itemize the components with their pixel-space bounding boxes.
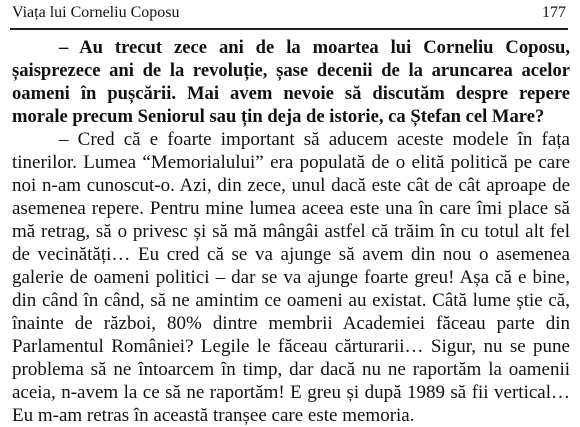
answer-line: Eu m-am retras în această tranșee care este memoria.: [12, 405, 415, 426]
interview-question: [12, 36, 570, 128]
answer-line: înainte de război, 80% dintre membrii Academiei făceau parte din: [12, 313, 570, 334]
question-line: șaisprezece ani de la revoluție, șase decenii de la aruncarea acelor: [12, 60, 570, 81]
answer-line: Parlamentul României? Legile le făceau cărturarii… Sigur, nu se pune: [12, 336, 570, 357]
answer-line: – Cred că e foarte important să aducem aceste modele în fața: [59, 129, 570, 150]
answer-line: aceia, n-avem la ce să ne raportăm! E greu și după 1989 să fii vertical…: [12, 382, 570, 403]
answer-line: tinerilor. Lumea “Memorialului” era populată de o elită politică pe care: [12, 152, 570, 173]
question-line: oameni în pușcării. Mai avem nevoie să discutăm despre repere: [12, 83, 570, 104]
answer-line: asemenea repere. Pentru mine lumea aceea este una în care îmi place să: [12, 198, 570, 219]
answer-line: noi n-am cunoscut-o. Azi, din zece, unul dacă este cât de cât aproape de: [12, 175, 570, 196]
running-header-title: Viața lui Corneliu Coposu: [12, 4, 180, 21]
header-rule: [10, 28, 568, 30]
interview-answer: [12, 128, 570, 427]
page-body: [12, 36, 570, 427]
answer-line: galerie de oameni politici – dar se va ajunge foarte greu! Așa că e bine,: [12, 267, 570, 288]
running-header: [12, 4, 566, 24]
answer-line: de vecinătăți… Eu cred că se va ajunge să avem din nou o asemenea: [12, 244, 570, 265]
answer-line: din când în când, să ne amintim ce oameni au existat. Câtă lume știe că,: [12, 290, 570, 311]
question-line: – Au trecut zece ani de la moartea lui Corneliu Coposu,: [59, 37, 570, 58]
question-line: morale precum Seniorul sau țin deja de istorie, ca Ștefan cel Mare?: [12, 106, 545, 127]
page-number: 177: [542, 4, 566, 21]
answer-line: problema să ne întoarcem în timp, dar dacă nu ne raportăm la oamenii: [12, 359, 570, 380]
answer-line: mă retrag, să o privesc și să mă mângâi astfel că trăim în cu totul alt fel: [12, 221, 570, 242]
